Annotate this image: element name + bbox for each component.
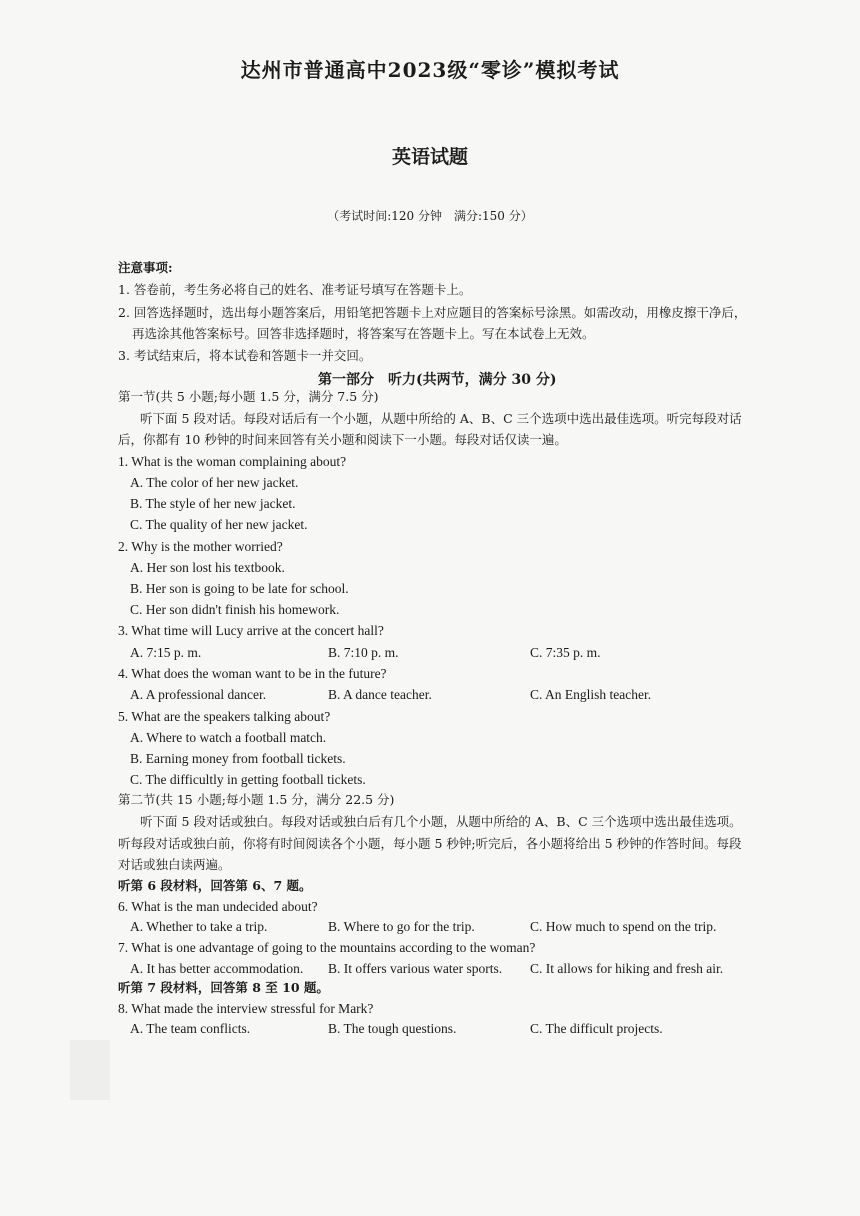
subject-title: 英语试题 [391, 146, 468, 168]
section1-heading: 第一节(共 5 小题;每小题 1.5 分，满分 7.5 分) [118, 389, 379, 404]
note-item: 再选涂其他答案标号。回答非选择题时，将答案写在答题卡上。写在本试卷上无效。 [132, 326, 595, 341]
option: B. Her son is going to be late for school. [130, 581, 349, 596]
note-item: 1. 答卷前，考生务必将自己的姓名、准考证号填写在答题卡上。 [118, 282, 472, 297]
question-stem: 4. What does the woman want to be in the future? [118, 666, 387, 681]
option: B. Earning money from football tickets. [130, 751, 346, 766]
option: A. The color of her new jacket. [130, 475, 299, 490]
option: B. The style of her new jacket. [130, 496, 296, 511]
note-item: 3. 考试结束后，将本试卷和答题卡一并交回。 [118, 348, 372, 363]
question-stem: 8. What made the interview stressful for Mark? [118, 1001, 374, 1016]
option: C. The difficultly in getting football tickets. [130, 772, 366, 787]
option: A. 7:15 p. m. [130, 645, 202, 660]
note-item: 2. 回答选择题时，选出每小题答案后，用铅笔把答题卡上对应题目的答案标号涂黑。如需改动，用橡皮擦干净后， [118, 305, 747, 320]
option: A. Whether to take a trip. [130, 919, 268, 934]
option: C. Her son didn't finish his homework. [130, 602, 340, 617]
option: B. It offers various water sports. [328, 961, 503, 976]
question-stem: 1. What is the woman complaining about? [118, 454, 347, 469]
notes-heading: 注意事项: [118, 260, 173, 275]
exam-info: （考试时间:120 分钟 满分:150 分） [327, 209, 533, 223]
option: C. The difficult projects. [530, 1021, 663, 1036]
question-stem: 3. What time will Lucy arrive at the concert hall? [118, 623, 384, 638]
scan-shadow [70, 1040, 110, 1100]
option: C. The quality of her new jacket. [130, 517, 308, 532]
material-heading: 听第 6 段材料，回答第 6、7 题。 [118, 878, 312, 893]
option: B. 7:10 p. m. [328, 645, 399, 660]
question-stem: 5. What are the speakers talking about? [118, 709, 331, 724]
exam-title: 达州市普通高中2023级“零诊”模拟考试 [240, 58, 620, 82]
option: A. Where to watch a football match. [130, 730, 327, 745]
question-stem: 2. Why is the mother worried? [118, 539, 283, 554]
option: C. How much to spend on the trip. [530, 919, 717, 934]
material-heading: 听第 7 段材料，回答第 8 至 10 题。 [118, 980, 329, 995]
section2-instruction: 对话或独白读两遍。 [118, 857, 231, 872]
section2-instruction: 听下面 5 段对话或独白。每段对话或独白后有几个小题，从题中所给的 A、B、C 三个选项中选出最佳选项。 [140, 814, 742, 829]
section1-instruction: 听下面 5 段对话。每段对话后有一个小题，从题中所给的 A、B、C 三个选项中选出最佳选项。听完每段对话 [140, 411, 742, 426]
option: C. 7:35 p. m. [530, 645, 601, 660]
part1-heading: 第一部分 听力(共两节，满分 30 分) [318, 372, 557, 388]
option: B. The tough questions. [328, 1021, 457, 1036]
question-stem: 6. What is the man undecided about? [118, 899, 318, 914]
option: B. A dance teacher. [328, 687, 432, 702]
option: A. Her son lost his textbook. [130, 560, 285, 575]
option: B. Where to go for the trip. [328, 919, 475, 934]
option: C. It allows for hiking and fresh air. [530, 961, 724, 976]
option: C. An English teacher. [530, 687, 652, 702]
section2-instruction: 听每段对话或独白前，你将有时间阅读各个小题，每小题 5 秒钟;听完后，各小题将给出 5 秒钟的作答时间。每段 [118, 836, 742, 851]
section1-instruction: 后，你都有 10 秒钟的时间来回答有关小题和阅读下一小题。每段对话仅读一遍。 [118, 432, 567, 447]
option: A. The team conflicts. [130, 1021, 251, 1036]
question-stem: 7. What is one advantage of going to the mountains according to the woman? [118, 940, 536, 955]
section2-heading: 第二节(共 15 小题;每小题 1.5 分，满分 22.5 分) [118, 792, 395, 807]
option: A. It has better accommodation. [130, 961, 304, 976]
option: A. A professional dancer. [130, 687, 267, 702]
